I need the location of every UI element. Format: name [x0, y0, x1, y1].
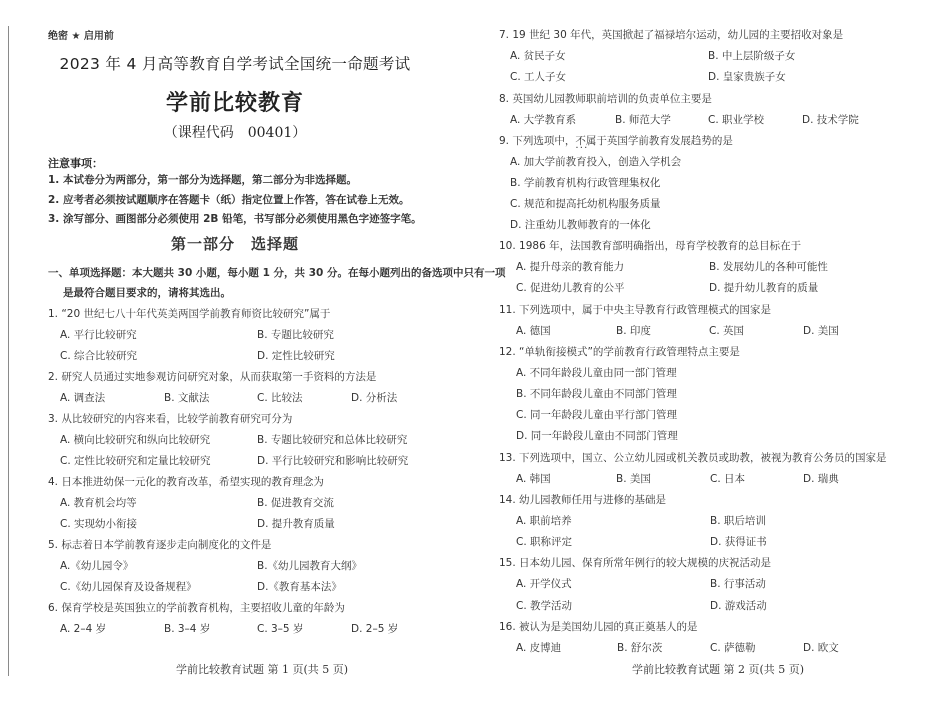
question-stem — [499, 133, 733, 148]
option: A.《幼儿园令》 — [60, 560, 134, 572]
option: D. 提升教育质量 — [257, 518, 335, 530]
option: D. 欧文 — [803, 642, 839, 654]
option: B. 发展幼儿的各种可能性 — [709, 261, 828, 273]
option: D. 皇家贵族子女 — [708, 71, 786, 83]
course-code: （课程代码 00401） — [163, 125, 307, 141]
option: B. 学前教育机构行政管理集权化 — [510, 177, 661, 189]
option: A. 不同年龄段儿童由同一部门管理 — [516, 367, 677, 379]
secret-mark: 绝密 ★ 启用前 — [48, 31, 114, 42]
question-stem: 6. 保育学校是英国独立的学前教育机构，主要招收儿童的年龄为 — [48, 602, 345, 614]
option: D. 游戏活动 — [710, 600, 767, 612]
option: C. 定性比较研究和定量比较研究 — [60, 455, 211, 467]
question-stem: 14. 幼儿园教师任用与进修的基础是 — [499, 494, 667, 506]
emphasized-text: 不属于 · · · — [575, 135, 607, 147]
option: A. 横向比较研究和纵向比较研究 — [60, 434, 211, 446]
question-stem: 4. 日本推进幼保一元化的教育改革，希望实现的教育理念为 — [48, 476, 324, 488]
option: A. 皮博迪 — [516, 642, 562, 654]
option: D. 2–5 岁 — [351, 623, 399, 635]
option: C. 英国 — [709, 325, 745, 337]
option: C. 职称评定 — [516, 536, 573, 548]
question-stem: 16. 被认为是美国幼儿园的真正奠基人的是 — [499, 621, 698, 633]
option: C. 比较法 — [257, 392, 303, 404]
question-stem: 7. 19 世纪 30 年代，英国掀起了福禄培尔运动，幼儿园的主要招收对象是 — [499, 29, 844, 41]
question-stem: 13. 下列选项中，国立、公立幼儿园或机关教员或助教，被视为教育公务员的国家是 — [499, 452, 887, 464]
option: C. 萨德勒 — [710, 642, 756, 654]
stem-suffix: 英国学前教育发展趋势的是 — [606, 135, 733, 147]
page-footer: 学前比较教育试题 第 2 页(共 5 页) — [632, 663, 805, 676]
option: B. 职后培训 — [710, 515, 766, 527]
option: D. 定性比较研究 — [257, 350, 335, 362]
option: A. 德国 — [516, 325, 551, 337]
option: C.《幼儿园保育及设备规程》 — [60, 581, 197, 593]
option: A. 职前培养 — [516, 515, 572, 527]
instruction: 一、单项选择题：本大题共 30 小题，每小题 1 分，共 30 分。在每小题列出的备选项中只有一项 — [48, 267, 506, 279]
instruction: 是最符合题目要求的，请将其选出。 — [63, 287, 231, 299]
option: B. 美国 — [616, 473, 651, 485]
option: B. 文献法 — [164, 392, 210, 404]
option: C. 职业学校 — [708, 114, 765, 126]
option: A. 大学教育系 — [510, 114, 577, 126]
question-stem: 3. 从比较研究的内容来看，比较学前教育研究可分为 — [48, 413, 293, 425]
option: A. 平行比较研究 — [60, 329, 137, 341]
option: C. 综合比较研究 — [60, 350, 138, 362]
option: D. 注重幼儿教师教育的一体化 — [510, 219, 651, 231]
option: D. 提升幼儿教育的质量 — [709, 282, 819, 294]
option: B. 不同年龄段儿童由不同部门管理 — [516, 388, 677, 400]
question-stem: 2. 研究人员通过实地参观访问研究对象，从而获取第一手资料的方法是 — [48, 371, 377, 383]
option: C. 实现幼小衔接 — [60, 518, 138, 530]
option: C. 3–5 岁 — [257, 623, 304, 635]
option: D. 获得证书 — [710, 536, 767, 548]
option: A. 提升母亲的教育能力 — [516, 261, 625, 273]
option: C. 工人子女 — [510, 71, 567, 83]
option: B.《幼儿园教育大纲》 — [257, 560, 363, 572]
question-stem: 15. 日本幼儿园、保育所常年例行的较大规模的庆祝活动是 — [499, 557, 772, 569]
question-stem: 10. 1986 年，法国教育部明确指出，母育学校教育的总目标在于 — [499, 240, 802, 252]
option: B. 专题比较研究和总体比较研究 — [257, 434, 408, 446]
option: D.《教育基本法》 — [257, 581, 342, 593]
notice-item: 2. 应考者必须按试题顺序在答题卡（纸）指定位置上作答，答在试卷上无效。 — [48, 194, 410, 206]
option: D. 分析法 — [351, 392, 398, 404]
option: D. 平行比较研究和影响比较研究 — [257, 455, 409, 467]
option: B. 促进教育交流 — [257, 497, 334, 509]
notice-heading: 注意事项： — [48, 157, 103, 170]
option: C. 同一年龄段儿童由平行部门管理 — [516, 409, 678, 421]
question-stem: 5. 标志着日本学前教育逐步走向制度化的文件是 — [48, 539, 272, 551]
option: A. 韩国 — [516, 473, 551, 485]
option: A. 开学仪式 — [516, 578, 572, 590]
option: A. 加大学前教育投入，创造入学机会 — [510, 156, 682, 168]
option: C. 规范和提高托幼机构服务质量 — [510, 198, 661, 210]
option: C. 日本 — [710, 473, 746, 485]
notice-item: 3. 涂写部分、画图部分必须使用 2B 铅笔，书写部分必须使用黑色字迹签字笔。 — [48, 213, 422, 225]
option: B. 印度 — [616, 325, 651, 337]
option: B. 舒尔茨 — [617, 642, 663, 654]
notice-item: 1. 本试卷分为两部分，第一部分为选择题，第二部分为非选择题。 — [48, 174, 357, 186]
option: B. 行事活动 — [710, 578, 766, 590]
option: D. 技术学院 — [802, 114, 859, 126]
exam-title: 2023 年 4 月高等教育自学考试全国统一命题考试 — [59, 55, 411, 73]
part-title: 第一部分 选择题 — [170, 235, 299, 253]
option: A. 教育机会均等 — [60, 497, 137, 509]
question-stem: 12. “单轨衔接模式”的学前教育行政管理特点主要是 — [499, 346, 740, 358]
question-stem: 11. 下列选项中，属于中央主导教育行政管理模式的国家是 — [499, 304, 772, 316]
page-footer: 学前比较教育试题 第 1 页(共 5 页) — [176, 663, 349, 676]
option: A. 调查法 — [60, 392, 106, 404]
question-stem: 8. 英国幼儿园教师职前培训的负责单位主要是 — [499, 93, 712, 105]
option: C. 促进幼儿教育的公平 — [516, 282, 625, 294]
subject-title: 学前比较教育 — [165, 90, 304, 116]
option: D. 美国 — [803, 325, 839, 337]
option: D. 瑞典 — [803, 473, 839, 485]
option: B. 中上层阶级子女 — [708, 50, 796, 62]
option: A. 贫民子女 — [510, 50, 566, 62]
option: A. 2–4 岁 — [60, 623, 107, 635]
option: B. 师范大学 — [615, 114, 671, 126]
question-stem: 1. “20 世纪七八十年代英美两国学前教育师资比较研究”属于 — [48, 308, 331, 320]
option: B. 3–4 岁 — [164, 623, 211, 635]
option: B. 专题比较研究 — [257, 329, 334, 341]
option: C. 教学活动 — [516, 600, 573, 612]
stem-prefix: 9. 下列选项中， — [499, 135, 576, 147]
option: D. 同一年龄段儿童由不同部门管理 — [516, 430, 678, 442]
